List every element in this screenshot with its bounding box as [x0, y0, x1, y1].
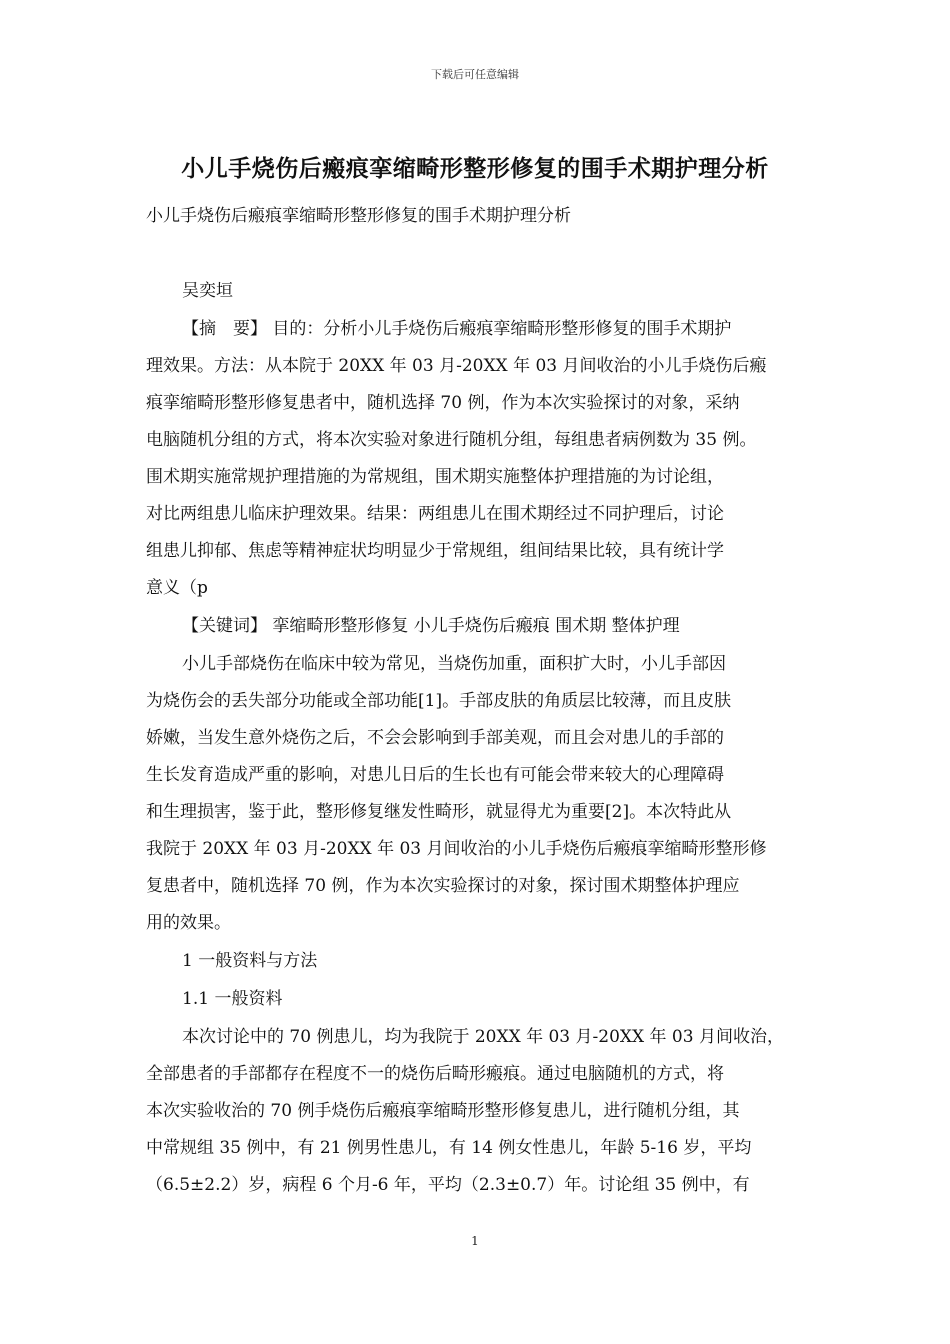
body-line: 小儿手部烧伤在临床中较为常见，当烧伤加重，面积扩大时，小儿手部因 [182, 654, 726, 674]
body-line: 为烧伤会的丢失部分功能或全部功能[1]。手部皮肤的角质层比较薄，而且皮肤 [146, 691, 732, 711]
section-heading: 1 一般资料与方法 [182, 951, 318, 971]
document-title: 小儿手烧伤后瘢痕挛缩畸形整形修复的围手术期护理分析 [181, 155, 769, 182]
body-line: 和生理损害，鉴于此，整形修复继发性畸形，就显得尤为重要[2]。本次特此从 [146, 802, 732, 822]
abstract-line: 意义（p [146, 578, 208, 598]
body-line: 生长发育造成严重的影响，对患儿日后的生长也有可能会带来较大的心理障碍 [146, 765, 724, 785]
body-line: 本次讨论中的 70 例患儿，均为我院于 20XX 年 03 月-20XX 年 03 月间收治， [182, 1027, 784, 1047]
abstract-line: 理效果。方法：从本院于 20XX 年 03 月-20XX 年 03 月间收治的小儿手烧伤后瘢 [146, 356, 767, 376]
body-line: 全部患者的手部都存在程度不一的烧伤后畸形瘢痕。通过电脑随机的方式，将 [146, 1064, 724, 1084]
abstract-line: 围术期实施常规护理措施的为常规组，围术期实施整体护理措施的为讨论组， [146, 467, 724, 487]
subsection-heading: 1.1 一般资料 [182, 989, 283, 1009]
body-line: 复患者中，随机选择 70 例，作为本次实验探讨的对象，探讨围术期整体护理应 [146, 876, 740, 896]
body-line: 我院于 20XX 年 03 月-20XX 年 03 月间收治的小儿手烧伤后瘢痕挛缩畸形整形修 [146, 839, 767, 859]
body-line: 用的效果。 [146, 913, 231, 933]
body-line: 本次实验收治的 70 例手烧伤后瘢痕挛缩畸形整形修复患儿，进行随机分组，其 [146, 1101, 740, 1121]
page-number: 1 [471, 1234, 479, 1248]
author-name: 吴奕垣 [182, 281, 233, 301]
abstract-line: 痕挛缩畸形整形修复患者中，随机选择 70 例，作为本次实验探讨的对象，采纳 [146, 393, 740, 413]
abstract-line: 【摘 要】 目的：分析小儿手烧伤后瘢痕挛缩畸形整形修复的围手术期护 [182, 319, 732, 339]
keywords-line: 【关键词】 挛缩畸形整形修复 小儿手烧伤后瘢痕 围术期 整体护理 [182, 616, 680, 636]
header-note: 下载后可任意编辑 [431, 68, 519, 81]
abstract-line: 对比两组患儿临床护理效果。结果：两组患儿在围术期经过不同护理后，讨论 [146, 504, 724, 524]
body-line: （6.5±2.2）岁，病程 6 个月-6 年，平均（2.3±0.7）年。讨论组 35 例中，有 [146, 1175, 750, 1195]
body-line: 娇嫩，当发生意外烧伤之后，不会会影响到手部美观，而且会对患儿的手部的 [146, 728, 724, 748]
abstract-line: 组患儿抑郁、焦虑等精神症状均明显少于常规组，组间结果比较，具有统计学 [146, 541, 724, 561]
abstract-line: 电脑随机分组的方式，将本次实验对象进行随机分组，每组患者病例数为 35 例。 [146, 430, 757, 450]
body-line: 中常规组 35 例中，有 21 例男性患儿，有 14 例女性患儿，年龄 5-16 岁，平均 [146, 1138, 752, 1158]
document-subtitle: 小儿手烧伤后瘢痕挛缩畸形整形修复的围手术期护理分析 [146, 206, 571, 226]
